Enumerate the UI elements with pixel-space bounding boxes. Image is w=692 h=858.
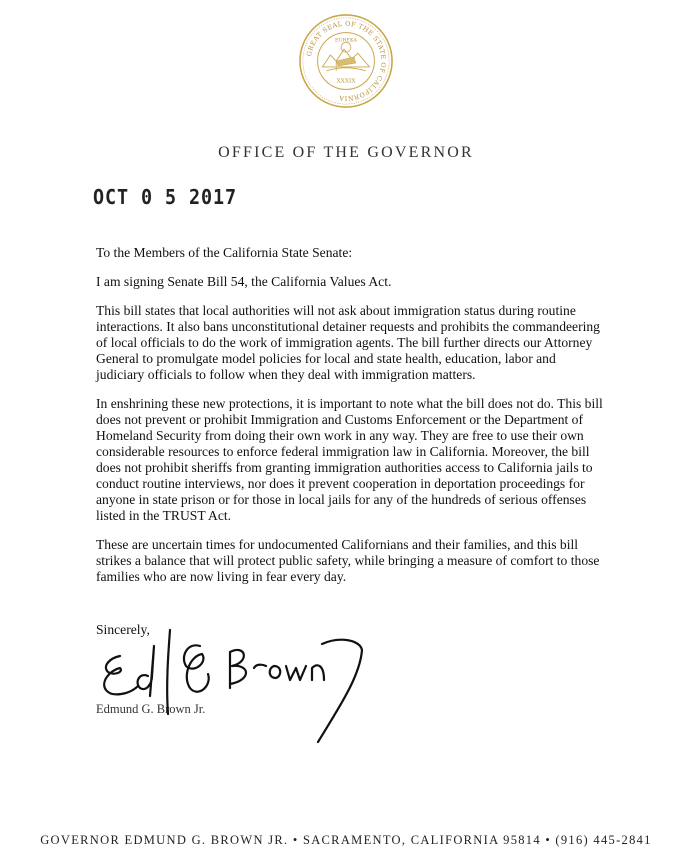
seal-ring-text: GREAT SEAL OF THE STATE OF CALIFORNIA bbox=[305, 19, 388, 103]
paragraph-signing: I am signing Senate Bill 54, the California Values Act. bbox=[96, 274, 392, 289]
paragraph-bill-summary: This bill states that local authorities will not ask about immigration status during routine interactions. It also bans unconstitutional detainer requests and prohibits the commandeering of local officials to do the work of immigration agents. The bill further directs our Attorney General to promulgate model policies for local and state health, education, labor and judiciary officials to follow when they deal with immigration matters. bbox=[96, 303, 600, 382]
paragraph-conclusion: These are uncertain times for undocumented Californians and their families, and this bill strikes a balance that will protect public safety, while bringing a measure of comfort to those families who are now living in fear every day. bbox=[96, 537, 600, 584]
footer-address: GOVERNOR EDMUND G. BROWN JR. • SACRAMENTO, CALIFORNIA 95814 • (916) 445-2841 bbox=[40, 833, 652, 847]
closing: Sincerely, bbox=[96, 622, 150, 637]
salutation: To the Members of the California State Senate: bbox=[96, 245, 353, 260]
signer-name: Edmund G. Brown Jr. bbox=[96, 702, 206, 716]
date-stamp: OCT 0 5 2017 bbox=[93, 185, 237, 209]
seal-motto: EUREKA bbox=[335, 37, 357, 44]
office-title: OFFICE OF THE GOVERNOR bbox=[218, 144, 474, 161]
state-seal bbox=[297, 12, 395, 110]
letter-body bbox=[96, 245, 604, 598]
paragraph-limitations: In enshrining these new protections, it is important to note what the bill does not do. This bill does not prevent or prohibit Immigration and Customs Enforcement or the Department of Homeland Security from doing their own work in any way. They are free to use their own considerable resources to enforce federal immigration law in California. Moreover, the bill does not prohibit sheriffs from granting immigration authorities access to California jails to conduct routine interviews, nor does it prevent cooperation in deportation proceedings for anyone in state prison or for those in local jails for any of the hundreds of serious offenses listed in the TRUST Act. bbox=[96, 396, 603, 523]
handwritten-signature bbox=[90, 616, 380, 756]
seal-graphic bbox=[297, 12, 395, 110]
seal-stars-count: XXXIX bbox=[336, 78, 356, 85]
